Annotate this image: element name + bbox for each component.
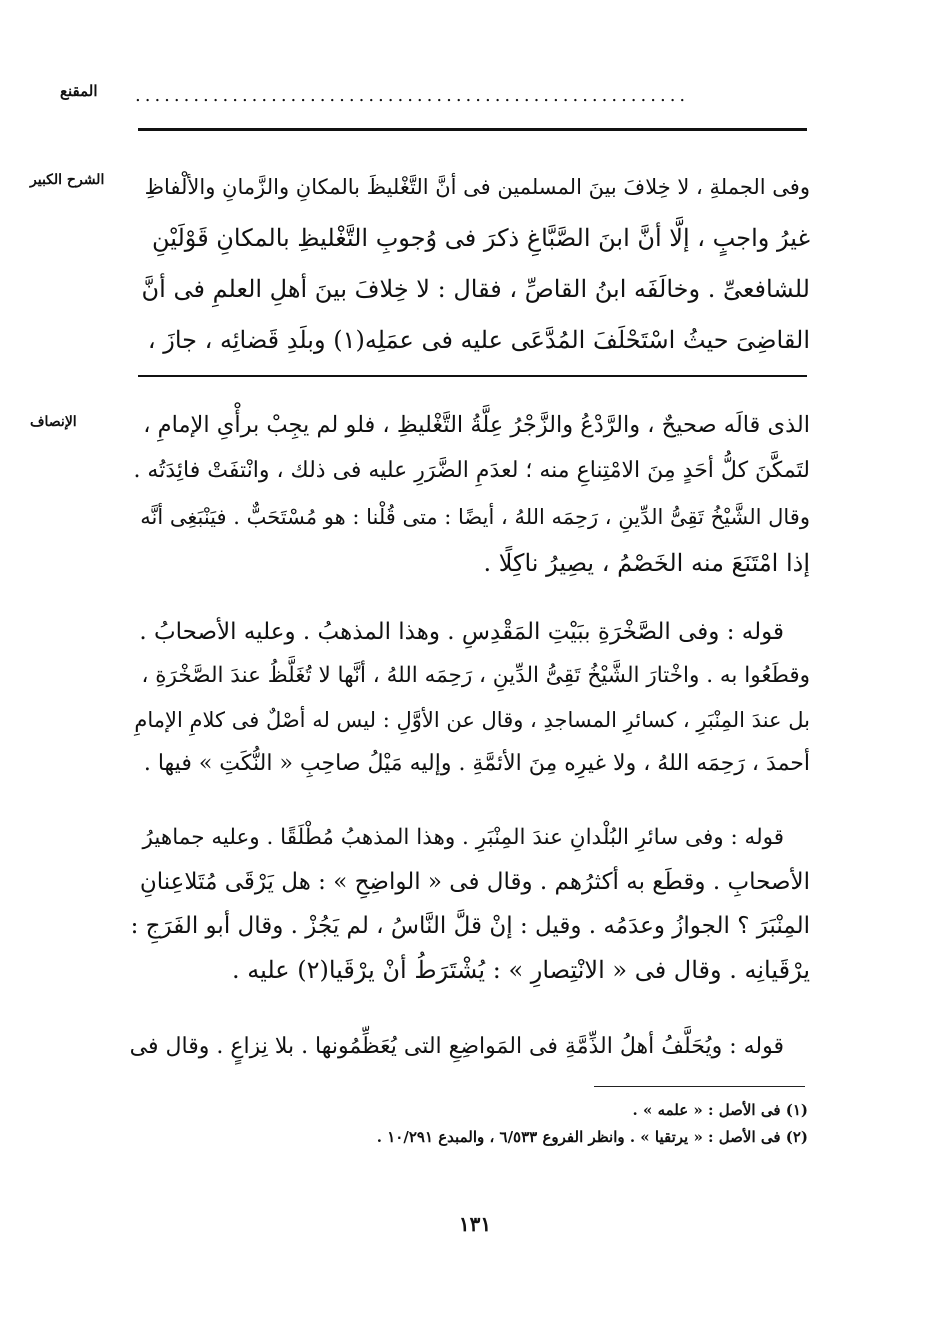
insaf-paragraph-2 (130, 610, 810, 786)
sharh-line: غيرُ واجبٍ ، إلَّا أنَّ ابنَ الصَّبَّاغِ ذكرَ فى وُجوبِ التَّغْليظِ بالمكانِ قَوْلَيْنِ (151, 224, 810, 252)
footnote-rule (594, 1086, 805, 1087)
footnote: (١) فى الأصل : « علمه » . (632, 1101, 808, 1119)
footnote: (٢) فى الأصل : « يرتقيا » . وانظر الفروع ٦/٥٣٣ ، والمبدع ١٠/٢٩١ . (376, 1128, 808, 1146)
footnotes (300, 1097, 808, 1151)
insaf-line: قوله : وفى سائرِ البُلْدانِ عندَ المِنْبَرِ . وهذا المذهبُ مُطْلَقًا . وعليه جماهيرُ (142, 825, 784, 850)
section-divider (138, 375, 807, 377)
insaf-paragraph-4 (130, 1024, 810, 1070)
sharh-line: القاضِىَ حيثُ اسْتَحْلَفَ المُدَّعَى عليه فى عمَلِه(١) وبلَدِ قَضائِه ، جازَ ، (147, 326, 810, 354)
insaf-paragraph-3 (130, 816, 810, 992)
header-dotted-line: ......................................................... (135, 85, 690, 106)
insaf-line: الذى قالَه صحيحٌ ، والرَّدْعُ والزَّجْرُ عِلَّةُ التَّغْليظِ ، فلو لم يجِبْ برأْىِ الإمامِ ، (143, 412, 810, 438)
insaf-line: بل عندَ المِنْبَرِ ، كسائرِ المساجدِ ، وقال عن الأوَّلِ : ليس له أصْلٌ فى كلامِ الإمامِ (134, 708, 810, 732)
insaf-line: إذا امْتَنَعَ منه الخَصْمُ ، يصِيرُ ناكِلًا . (483, 549, 810, 577)
sharh-line: وفى الجملةِ ، لا خِلافَ بينَ المسلمين فى أنَّ التَّغْليظَ بالمكانِ والزَّمانِ والألْفاظِ (144, 175, 810, 199)
sharh-label: الشرح الكبير (30, 172, 105, 188)
insaf-line: يرْقَيانِه . وقال فى « الانْتِصارِ » : يُشْتَرَطُ أنْ يرْقَيا(٢) عليه . (231, 956, 810, 984)
insaf-line: قوله : وفى الصَّخْرَةِ ببَيْتِ المَقْدِسِ . وهذا المذهبُ . وعليه الأصحابُ . (139, 619, 784, 645)
sharh-line: للشافعىِّ . وخالَفَه ابنُ القاصِّ ، فقال : لا خِلافَ بينَ أهلِ العلمِ فى أنَّ (141, 275, 810, 303)
header-rule (138, 128, 807, 131)
insaf-line: وقال الشَّيْخُ تَقِىُّ الدِّينِ ، رَحِمَه اللهُ ، أيضًا : متى قُلْنا : هو مُسْتَحَبٌّ . فيَنْبَغِى أنَّه (140, 505, 810, 529)
insaf-paragraph-1 (130, 402, 810, 586)
insaf-line: قوله : ويُحَلَّفُ أهلُ الذِّمَّةِ فى المَواضِعِ التى يُعَظِّمُونها . بلا نِزاعٍ . وقال فى (130, 1034, 784, 1059)
insaf-line: المِنْبَرَ ؟ الجوازُ وعدَمُه . وقيل : إنْ قلَّ النَّاسُ ، لم يَجُزْ . وقال أبو الفَرَجِ : (130, 913, 810, 939)
insaf-line: أحمدَ ، رَحِمَه اللهُ ، ولا غيرِه مِنَ الأئمَّةِ . وإليه مَيْلُ صاحِبِ « النُّكَتِ » فيها . (143, 751, 810, 776)
page-number: ١٣١ (458, 1212, 492, 1236)
insaf-line: الأصحابِ . وقطَع به أكثرُهم . وقال فى « الواضِحِ » : هل يَرْقَى مُتَلاعِنانِ (139, 869, 810, 895)
insaf-line: وقطَعُوا به . واخْتارَ الشَّيْخُ تَقِىُّ الدِّينِ ، رَحِمَه اللهُ ، أنَّها لا تُغَلَّظُ عندَ الصَّخْرَةِ ، (141, 663, 810, 688)
sharh-text (130, 162, 810, 366)
insaf-label: الإنصاف (30, 414, 77, 430)
insaf-line: لتَمكَّنَ كلُّ أحَدٍ مِنَ الامْتِناعِ منه ؛ لعدَمِ الضَّرَرِ عليه فى ذلك ، وانْتفَتْ فائِدَتُه . (133, 458, 810, 483)
book-title: المقنع (60, 82, 98, 100)
